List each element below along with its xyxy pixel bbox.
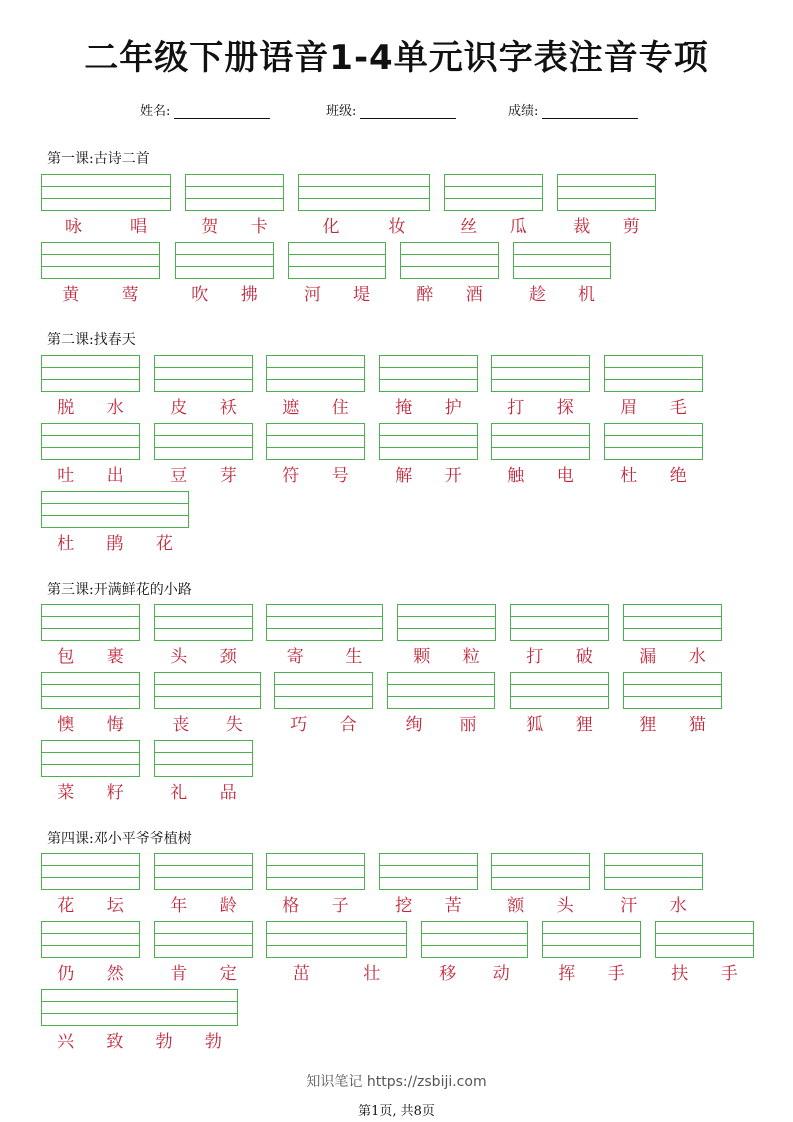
pinyin-writing-box[interactable]	[379, 853, 478, 890]
hanzi-character: 号	[331, 466, 349, 486]
hanzi-character: 杜	[620, 466, 638, 486]
word-characters	[266, 642, 383, 667]
hanzi-character: 电	[556, 466, 574, 486]
word-characters	[266, 891, 365, 916]
pinyin-writing-box[interactable]	[491, 853, 590, 890]
hanzi-character: 妆	[388, 217, 406, 237]
pinyin-writing-box[interactable]	[421, 921, 528, 958]
hanzi-character: 绚	[405, 715, 423, 735]
word-characters	[604, 393, 703, 418]
word-characters	[41, 212, 171, 237]
hanzi-character: 致	[106, 1032, 124, 1052]
hanzi-character: 住	[331, 398, 349, 418]
pinyin-writing-box[interactable]	[400, 242, 499, 279]
hanzi-character: 水	[669, 896, 687, 916]
word-characters	[185, 212, 284, 237]
pinyin-writing-box[interactable]	[41, 989, 238, 1026]
word-characters	[266, 393, 365, 418]
hanzi-character: 生	[345, 647, 363, 667]
hanzi-character: 手	[720, 964, 738, 984]
pinyin-writing-box[interactable]	[557, 174, 656, 211]
pinyin-writing-box[interactable]	[154, 672, 261, 709]
hanzi-character: 花	[57, 896, 75, 916]
hanzi-character: 头	[556, 896, 574, 916]
pinyin-writing-box[interactable]	[491, 355, 590, 392]
word-characters	[274, 710, 373, 735]
pinyin-writing-box[interactable]	[41, 355, 140, 392]
hanzi-character: 额	[507, 896, 525, 916]
hanzi-character: 河	[304, 285, 321, 305]
hanzi-character: 寄	[286, 647, 304, 667]
hanzi-character: 坛	[106, 896, 124, 916]
word-characters	[41, 959, 140, 984]
word-characters	[154, 959, 253, 984]
hanzi-character: 趁	[529, 285, 546, 305]
class-blank[interactable]	[360, 104, 456, 119]
hanzi-character: 解	[395, 466, 413, 486]
word-characters	[154, 393, 253, 418]
word-characters	[379, 393, 478, 418]
word-characters	[154, 891, 253, 916]
hanzi-character: 格	[282, 896, 300, 916]
word-characters	[379, 461, 478, 486]
hanzi-character: 机	[578, 285, 595, 305]
word-characters	[397, 642, 496, 667]
word-characters	[41, 710, 140, 735]
hanzi-character: 卡	[250, 217, 268, 237]
hanzi-character: 掩	[395, 398, 413, 418]
hanzi-character: 吹	[191, 285, 209, 305]
word-characters	[421, 959, 528, 984]
word-characters	[175, 280, 274, 305]
pinyin-writing-box[interactable]	[387, 672, 495, 709]
hanzi-character: 菜	[57, 783, 75, 803]
pinyin-writing-box[interactable]	[266, 921, 407, 958]
word-characters	[154, 461, 253, 486]
hanzi-character: 懊	[57, 715, 75, 735]
pinyin-writing-box[interactable]	[41, 604, 140, 641]
hanzi-character: 手	[607, 964, 625, 984]
hanzi-character: 肯	[170, 964, 188, 984]
word-characters	[491, 393, 590, 418]
word-characters	[41, 891, 140, 916]
word-characters	[288, 280, 386, 305]
pinyin-writing-box[interactable]	[274, 672, 373, 709]
lesson-3-title: 第三课:开满鲜花的小路	[47, 582, 192, 598]
word-characters	[655, 959, 754, 984]
pinyin-writing-box[interactable]	[510, 604, 609, 641]
hanzi-character: 水	[106, 398, 124, 418]
hanzi-character: 咏	[65, 217, 82, 237]
word-characters	[513, 280, 611, 305]
hanzi-character: 兴	[57, 1032, 75, 1052]
hanzi-character: 裹	[106, 647, 124, 667]
pinyin-writing-box[interactable]	[154, 604, 253, 641]
hanzi-character: 吐	[57, 466, 75, 486]
pinyin-writing-box[interactable]	[41, 174, 171, 211]
hanzi-character: 颈	[219, 647, 237, 667]
hanzi-character: 壮	[363, 964, 381, 984]
pinyin-writing-box[interactable]	[491, 423, 590, 460]
pinyin-writing-box[interactable]	[41, 672, 140, 709]
hanzi-character: 护	[444, 398, 462, 418]
hanzi-character: 皮	[170, 398, 188, 418]
hanzi-character: 年	[170, 896, 188, 916]
word-characters	[41, 280, 160, 305]
pinyin-writing-box[interactable]	[513, 242, 611, 279]
hanzi-character: 合	[339, 715, 357, 735]
hanzi-character: 挥	[558, 964, 576, 984]
pinyin-writing-box[interactable]	[41, 423, 140, 460]
word-characters	[154, 778, 253, 803]
pinyin-writing-box[interactable]	[623, 672, 722, 709]
word-characters	[41, 529, 189, 554]
hanzi-character: 狐	[526, 715, 544, 735]
pinyin-writing-box[interactable]	[266, 604, 383, 641]
pinyin-writing-box[interactable]	[379, 355, 478, 392]
hanzi-character: 绝	[669, 466, 687, 486]
hanzi-character: 莺	[121, 285, 139, 305]
hanzi-character: 打	[526, 647, 544, 667]
hanzi-character: 剪	[622, 217, 640, 237]
hanzi-character: 袄	[219, 398, 237, 418]
word-characters	[298, 212, 430, 237]
hanzi-character: 失	[225, 715, 243, 735]
name-label: 姓名:	[140, 104, 171, 119]
hanzi-character: 茁	[292, 964, 310, 984]
word-characters	[491, 891, 590, 916]
hanzi-character: 酒	[465, 285, 483, 305]
hanzi-character: 动	[492, 964, 510, 984]
hanzi-character: 颗	[413, 647, 431, 667]
hanzi-character: 眉	[620, 398, 638, 418]
hanzi-character: 猫	[688, 715, 706, 735]
pinyin-writing-box[interactable]	[266, 355, 365, 392]
word-characters	[41, 393, 140, 418]
hanzi-character: 瓜	[509, 217, 527, 237]
lesson-2-title: 第二课:找春天	[47, 332, 136, 348]
pinyin-writing-box[interactable]	[185, 174, 284, 211]
page-title: 二年级下册语音1-4单元识字表注音专项	[84, 38, 709, 78]
hanzi-character: 堤	[353, 285, 370, 305]
word-characters	[154, 642, 253, 667]
hanzi-character: 芽	[219, 466, 237, 486]
pinyin-writing-box[interactable]	[41, 242, 160, 279]
word-characters	[604, 891, 703, 916]
hanzi-character: 然	[106, 964, 124, 984]
pinyin-writing-box[interactable]	[154, 853, 253, 890]
hanzi-character: 悔	[106, 715, 124, 735]
hanzi-character: 出	[106, 466, 124, 486]
pinyin-writing-box[interactable]	[510, 672, 609, 709]
hanzi-character: 丽	[459, 715, 477, 735]
hanzi-character: 开	[444, 466, 462, 486]
hanzi-character: 子	[331, 896, 349, 916]
word-characters	[154, 710, 261, 735]
footer-site: 知识笔记 https://zsbiji.com	[306, 1074, 487, 1090]
hanzi-character: 黄	[62, 285, 80, 305]
class-label: 班级:	[326, 104, 357, 119]
word-characters	[400, 280, 499, 305]
word-characters	[604, 461, 703, 486]
word-characters	[379, 891, 478, 916]
hanzi-character: 花	[155, 534, 173, 554]
word-characters	[41, 642, 140, 667]
score-blank[interactable]	[542, 104, 638, 119]
hanzi-character: 贺	[201, 217, 219, 237]
pinyin-writing-box[interactable]	[266, 423, 365, 460]
hanzi-character: 挖	[395, 896, 413, 916]
pinyin-writing-box[interactable]	[41, 491, 189, 528]
pinyin-writing-box[interactable]	[154, 740, 253, 777]
word-characters	[542, 959, 641, 984]
name-blank[interactable]	[174, 104, 270, 119]
hanzi-character: 化	[322, 217, 340, 237]
page-number: 第1页, 共8页	[358, 1104, 435, 1119]
pinyin-writing-box[interactable]	[175, 242, 274, 279]
pinyin-writing-box[interactable]	[604, 355, 703, 392]
pinyin-writing-box[interactable]	[41, 853, 140, 890]
word-characters	[266, 461, 365, 486]
hanzi-character: 头	[170, 647, 188, 667]
word-characters	[387, 710, 495, 735]
hanzi-character: 定	[219, 964, 237, 984]
word-characters	[41, 461, 140, 486]
pinyin-writing-box[interactable]	[604, 853, 703, 890]
hanzi-character: 包	[57, 647, 75, 667]
pinyin-writing-box[interactable]	[444, 174, 543, 211]
hanzi-character: 狸	[639, 715, 657, 735]
hanzi-character: 拂	[240, 285, 258, 305]
word-characters	[41, 1027, 238, 1052]
class-field	[326, 100, 456, 119]
word-characters	[623, 642, 722, 667]
pinyin-writing-box[interactable]	[542, 921, 641, 958]
name-field	[140, 100, 270, 119]
word-characters	[557, 212, 656, 237]
hanzi-character: 汗	[620, 896, 638, 916]
lesson-1-title: 第一课:古诗二首	[47, 151, 150, 167]
hanzi-character: 水	[688, 647, 706, 667]
word-characters	[623, 710, 722, 735]
hanzi-character: 豆	[170, 466, 188, 486]
word-characters	[41, 778, 140, 803]
pinyin-writing-box[interactable]	[623, 604, 722, 641]
hanzi-character: 裁	[573, 217, 591, 237]
word-characters	[510, 710, 609, 735]
hanzi-character: 仍	[57, 964, 75, 984]
word-characters	[444, 212, 543, 237]
hanzi-character: 籽	[106, 783, 124, 803]
hanzi-character: 移	[439, 964, 457, 984]
hanzi-character: 醉	[416, 285, 434, 305]
word-characters	[491, 461, 590, 486]
pinyin-writing-box[interactable]	[397, 604, 496, 641]
hanzi-character: 丝	[460, 217, 478, 237]
hanzi-character: 龄	[219, 896, 237, 916]
hanzi-character: 狸	[575, 715, 593, 735]
pinyin-writing-box[interactable]	[154, 355, 253, 392]
hanzi-character: 扶	[671, 964, 689, 984]
pinyin-writing-box[interactable]	[266, 853, 365, 890]
hanzi-character: 巧	[290, 715, 308, 735]
pinyin-writing-box[interactable]	[154, 921, 253, 958]
hanzi-character: 丧	[172, 715, 190, 735]
hanzi-character: 触	[507, 466, 525, 486]
hanzi-character: 破	[575, 647, 593, 667]
hanzi-character: 探	[556, 398, 574, 418]
score-label: 成绩:	[508, 104, 539, 119]
hanzi-character: 漏	[639, 647, 657, 667]
hanzi-character: 杜	[57, 534, 75, 554]
hanzi-character: 粒	[462, 647, 480, 667]
score-field	[508, 100, 638, 119]
hanzi-character: 打	[507, 398, 525, 418]
pinyin-writing-box[interactable]	[298, 174, 430, 211]
lesson-4-title: 第四课:邓小平爷爷植树	[47, 831, 192, 847]
pinyin-writing-box[interactable]	[41, 921, 140, 958]
pinyin-writing-box[interactable]	[379, 423, 478, 460]
hanzi-character: 品	[219, 783, 237, 803]
hanzi-character: 礼	[170, 783, 188, 803]
pinyin-writing-box[interactable]	[604, 423, 703, 460]
hanzi-character: 遮	[282, 398, 300, 418]
hanzi-character: 符	[282, 466, 300, 486]
hanzi-character: 勃	[204, 1032, 222, 1052]
word-characters	[510, 642, 609, 667]
word-characters	[266, 959, 407, 984]
pinyin-writing-box[interactable]	[288, 242, 386, 279]
pinyin-writing-box[interactable]	[41, 740, 140, 777]
hanzi-character: 鹃	[106, 534, 124, 554]
pinyin-writing-box[interactable]	[655, 921, 754, 958]
hanzi-character: 脱	[57, 398, 75, 418]
hanzi-character: 毛	[669, 398, 687, 418]
hanzi-character: 勃	[155, 1032, 173, 1052]
hanzi-character: 苦	[444, 896, 462, 916]
hanzi-character: 唱	[130, 217, 147, 237]
pinyin-writing-box[interactable]	[154, 423, 253, 460]
